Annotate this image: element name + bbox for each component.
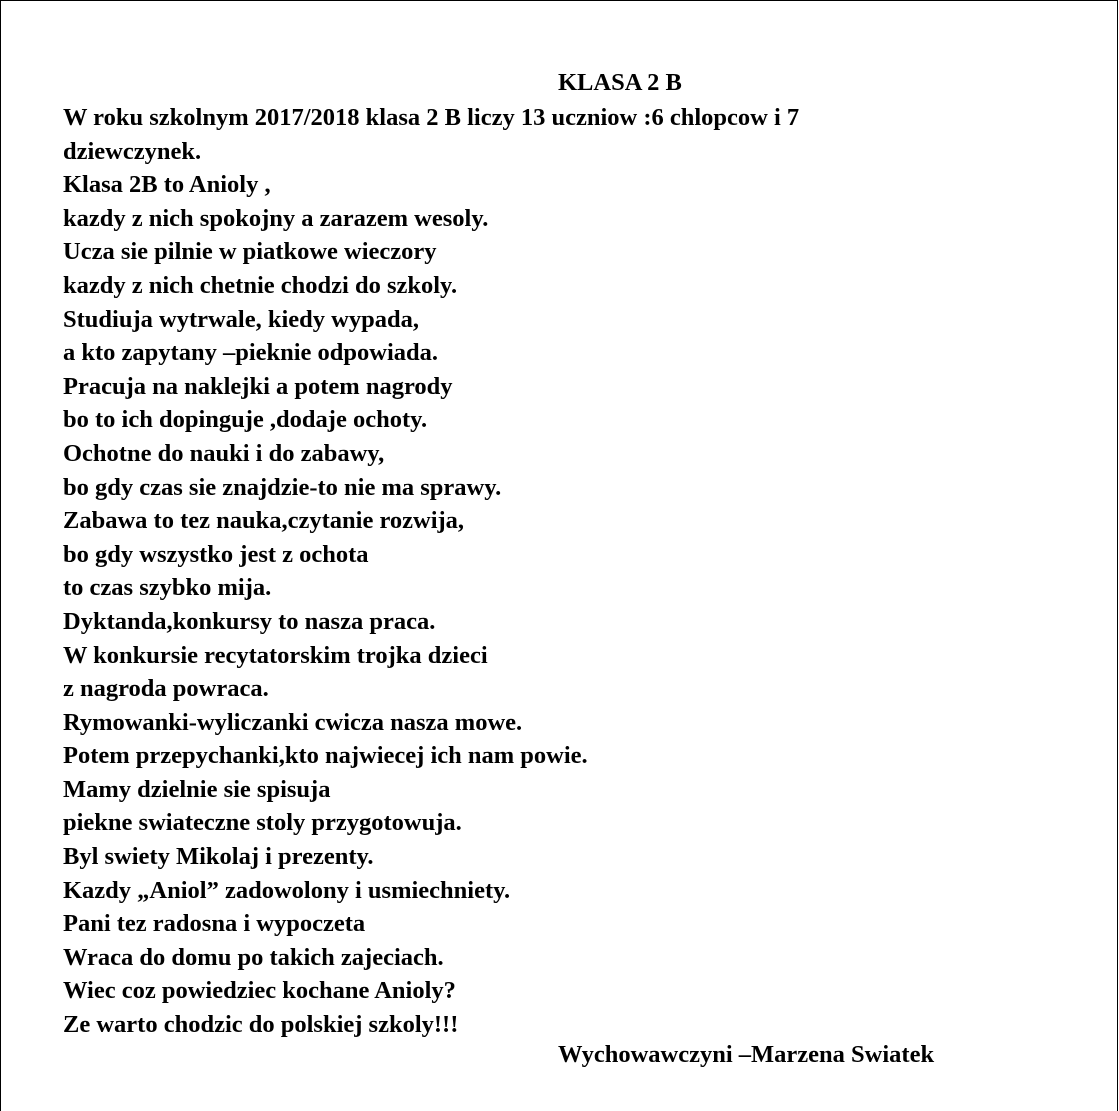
- signature: Wychowawczyni –Marzena Swiatek: [558, 1041, 935, 1068]
- text-line: piekne swiateczne stoly przygotowuja.: [63, 809, 462, 837]
- document-title: KLASA 2 B: [558, 69, 682, 96]
- text-line: Ze warto chodzic do polskiej szkoly!!!: [63, 1011, 459, 1039]
- text-line: kazdy z nich chetnie chodzi do szkoly.: [63, 271, 458, 299]
- text-line: Studiuja wytrwale, kiedy wypada,: [63, 305, 419, 333]
- text-line: to czas szybko mija.: [63, 574, 272, 602]
- text-line: Potem przepychanki,kto najwiecej ich nam powie.: [63, 742, 588, 770]
- text-line: bo to ich dopinguje ,dodaje ochoty.: [63, 406, 428, 434]
- text-line: Ucza sie pilnie w piatkowe wieczory: [63, 238, 437, 266]
- text-line: Rymowanki-wyliczanki cwicza nasza mowe.: [63, 708, 523, 736]
- text-line: kazdy z nich spokojny a zarazem wesoly.: [63, 204, 489, 232]
- poem-body: [63, 101, 1063, 1042]
- text-line: Klasa 2B to Anioly ,: [63, 171, 271, 199]
- text-line: W konkursie recytatorskim trojka dzieci: [63, 641, 488, 669]
- text-line: Mamy dzielnie sie spisuja: [63, 775, 331, 803]
- text-line: Dyktanda,konkursy to nasza praca.: [63, 607, 436, 635]
- text-line: Pani tez radosna i wypoczeta: [63, 910, 366, 938]
- text-line: Kazdy „Aniol” zadowolony i usmiechniety.: [63, 876, 511, 904]
- text-line: Byl swiety Mikolaj i prezenty.: [63, 843, 374, 871]
- text-line: Pracuja na naklejki a potem nagrody: [63, 372, 453, 400]
- text-line: Wraca do domu po takich zajeciach.: [63, 943, 444, 971]
- text-line: bo gdy wszystko jest z ochota: [63, 540, 369, 568]
- text-line: dziewczynek.: [63, 137, 202, 165]
- text-line: z nagroda powraca.: [63, 675, 269, 703]
- text-line: Ochotne do nauki i do zabawy,: [63, 439, 385, 467]
- text-line: Wiec coz powiedziec kochane Anioly?: [63, 977, 456, 1005]
- text-line: Zabawa to tez nauka,czytanie rozwija,: [63, 507, 465, 535]
- text-line: a kto zapytany –pieknie odpowiada.: [63, 339, 439, 367]
- text-line: W roku szkolnym 2017/2018 klasa 2 B liczy 13 uczniow :6 chlopcow i 7: [63, 104, 800, 131]
- text-line: bo gdy czas sie znajdzie-to nie ma sprawy.: [63, 473, 502, 501]
